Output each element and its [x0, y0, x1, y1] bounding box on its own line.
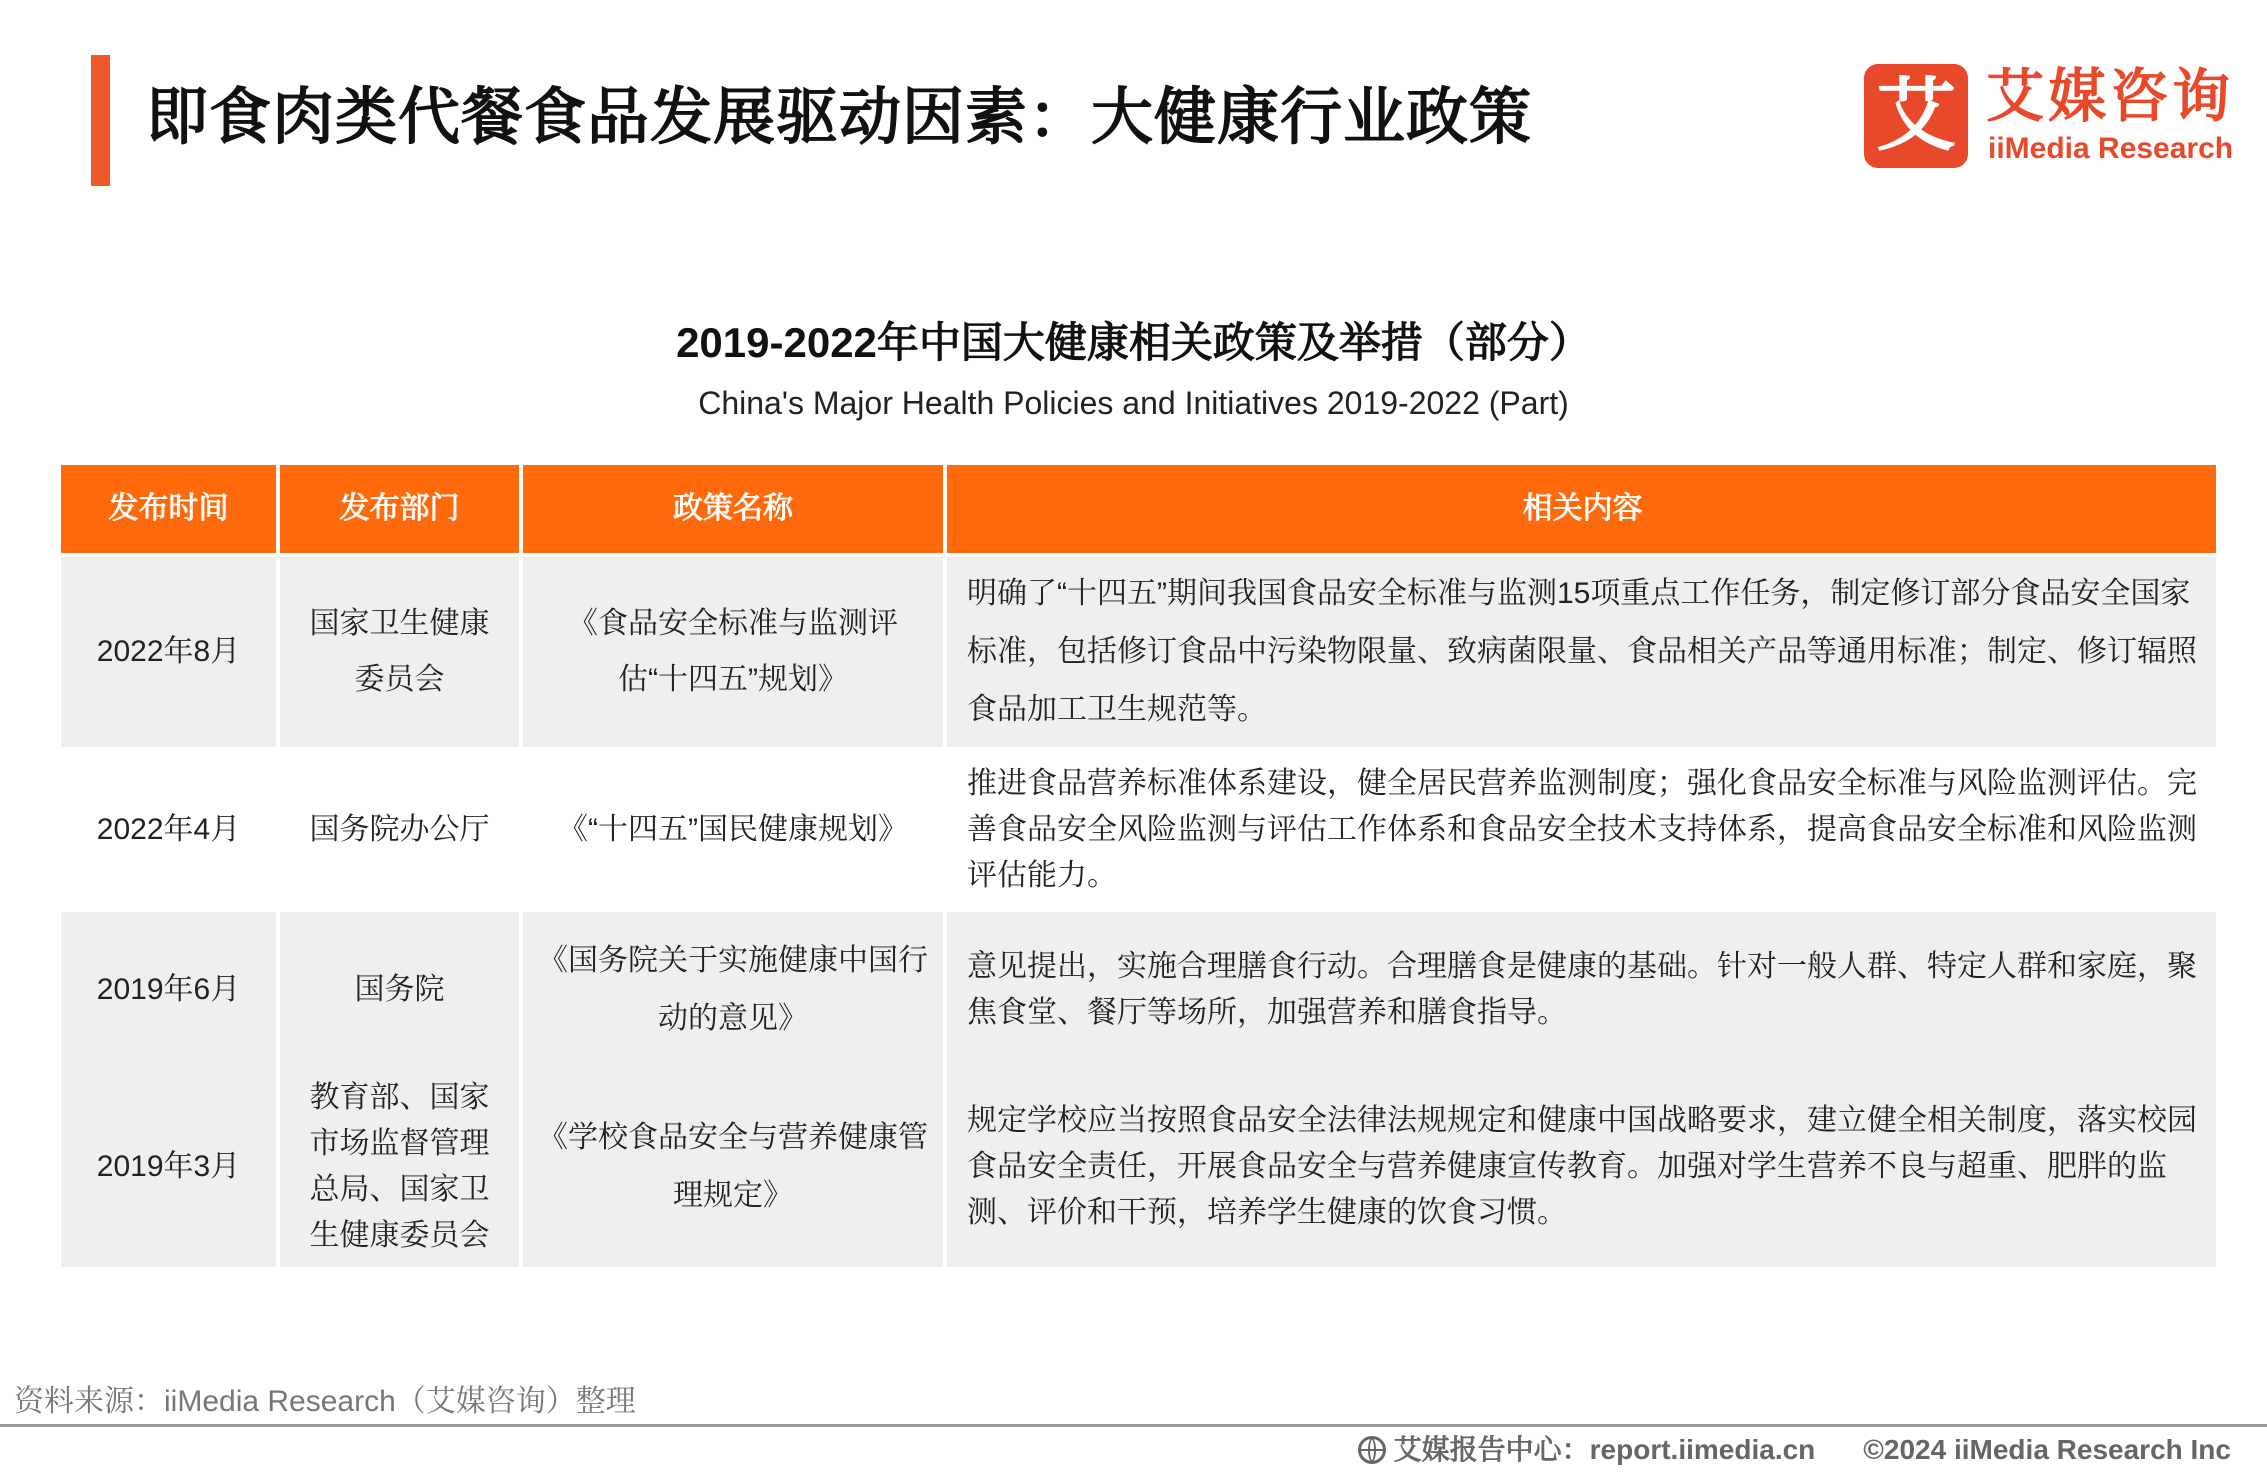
cell-dept: 国务院办公厅	[280, 747, 523, 912]
cell-content: 明确了“十四五”期间我国食品安全标准与监测15项重点工作任务，制定修订部分食品安全国家标准，包括修订食品中污染物限量、致病菌限量、食品相关产品等通用标准；制定、修订辐照食品加工卫生规范等。	[967, 577, 2197, 726]
cell-date: 2022年4月	[61, 747, 280, 912]
footer	[1358, 1430, 2231, 1470]
table-row	[61, 747, 2216, 912]
logo-name-en: iiMedia Research	[1988, 132, 2234, 165]
column-header-date: 发布时间	[61, 465, 280, 553]
cell-content: 意见提出，实施合理膳食行动。合理膳食是健康的基础。针对一般人群、特定人群和家庭，聚焦食堂、餐厅等场所，加强营养和膳食指导。	[967, 949, 2197, 1029]
cell-dept: 国务院	[354, 972, 445, 1006]
cell-dept: 教育部、国家市场监督管理总局、国家卫生健康委员会	[309, 1081, 490, 1252]
copyright-text: ©2024 iiMedia Research Inc	[1863, 1434, 2231, 1465]
brand-logo	[1864, 62, 2235, 172]
table-row	[61, 557, 2216, 747]
source-note: 资料来源：iiMedia Research（艾媒咨询）整理	[14, 1385, 636, 1418]
cell-date: 2019年6月	[96, 972, 241, 1006]
table-subtitle: China's Major Health Policies and Initiatives 2019-2022 (Part)	[698, 385, 1569, 421]
cell-date: 2022年8月	[61, 557, 280, 747]
column-header-dept: 发布部门	[280, 465, 523, 553]
logo-mark-icon: 艾	[1864, 64, 1968, 168]
cell-date: 2019年3月	[96, 1150, 241, 1183]
cell-content: 规定学校应当按照食品安全法律法规规定和健康中国战略要求，建立健全相关制度，落实校园食品安全责任，开展食品安全与营养健康宣传教育。加强对学生营养不良与超重、肥胖的监测、评价和干预，培养学生健康的饮食习惯。	[967, 1104, 2197, 1229]
logo-name-cn: 艾媒咨询	[1986, 64, 2235, 129]
cell-policy: 《食品安全标准与监测评估“十四五”规划》	[523, 557, 947, 747]
column-header-policy: 政策名称	[523, 465, 947, 553]
table-row-group	[61, 912, 2216, 1267]
page-title: 即食肉类代餐食品发展驱动因素：大健康行业政策	[146, 83, 1533, 152]
cell-dept: 国家卫生健康委员会	[280, 557, 523, 747]
cell-policy: 《国务院关于实施健康中国行动的意见》	[538, 943, 928, 1035]
column-header-content: 相关内容	[1522, 492, 1643, 525]
footer-divider	[0, 1424, 2267, 1427]
table-header-row	[61, 465, 2216, 553]
table-title: 2019-2022年中国大健康相关政策及举措（部分）	[676, 319, 1591, 366]
globe-icon	[1358, 1436, 1386, 1464]
cell-policy: 《学校食品安全与营养健康管理规定》	[538, 1121, 928, 1212]
report-center-link[interactable]: 艾媒报告中心：report.iimedia.cn	[1393, 1434, 1816, 1465]
title-accent-bar	[91, 55, 110, 186]
cell-content: 推进食品营养标准体系建设，健全居民营养监测制度；强化食品安全标准与风险监测评估。完善食品安全风险监测与评估工作体系和食品安全技术支持体系，提高食品安全标准和风险监测评估能力。	[967, 766, 2197, 892]
cell-policy: 《“十四五”国民健康规划》	[523, 747, 947, 912]
policy-table	[61, 465, 2216, 1267]
